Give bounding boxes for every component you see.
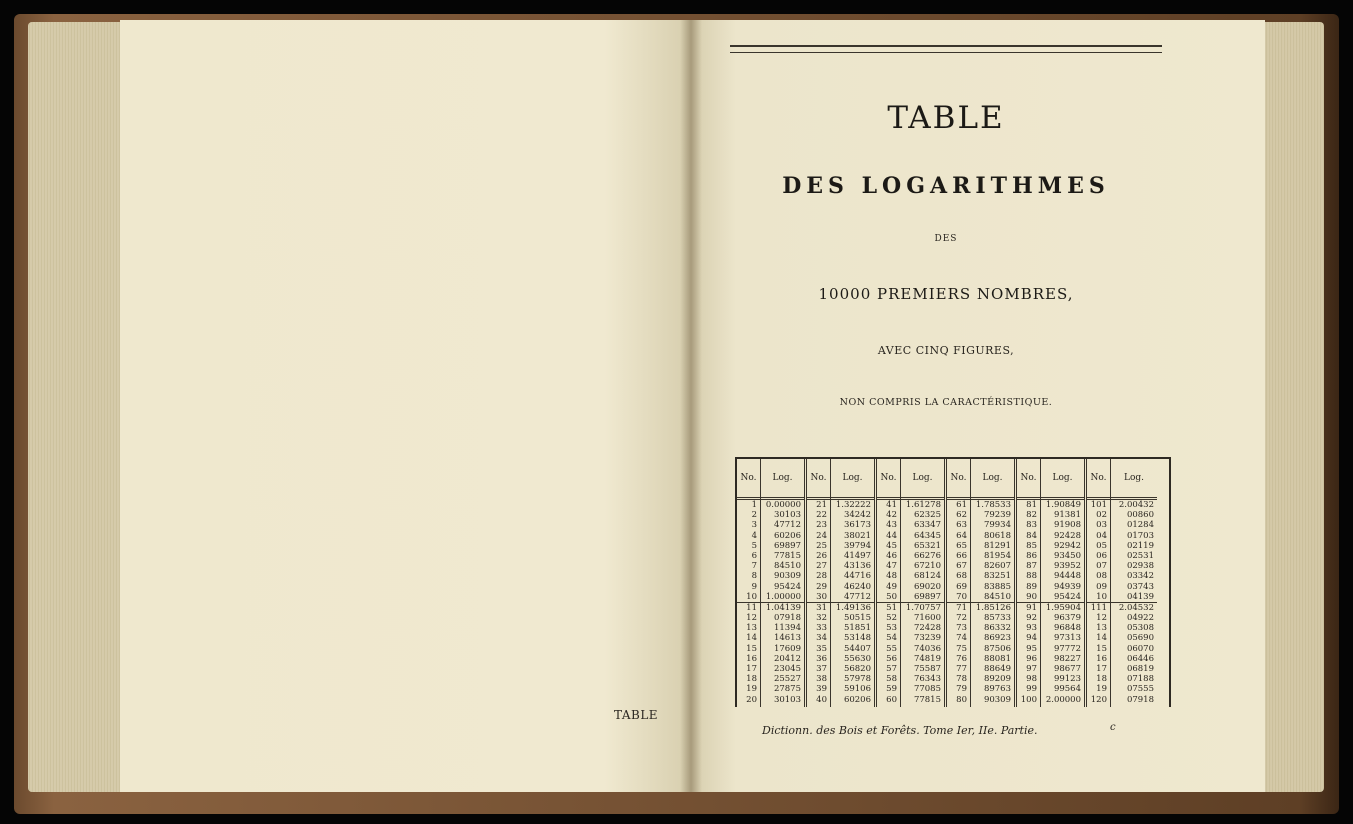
table-log-cell: 1.00000 bbox=[765, 591, 801, 602]
page-edges-left bbox=[28, 22, 123, 792]
number-header: No. bbox=[947, 459, 970, 500]
table-log-cell: 02938 bbox=[1126, 561, 1154, 572]
table-number-cell: 06 bbox=[1096, 550, 1107, 561]
table-log-cell: 96379 bbox=[1053, 613, 1081, 624]
table-log-cell: 98227 bbox=[1053, 653, 1081, 664]
table-log-cell: 02119 bbox=[1126, 540, 1154, 551]
table-number-cell: 13 bbox=[1096, 623, 1107, 634]
log-header: Log. bbox=[901, 459, 944, 500]
table-number-cell: 30 bbox=[816, 591, 827, 602]
table-log-cell: 39794 bbox=[843, 540, 871, 551]
table-number-cell: 38 bbox=[816, 674, 827, 685]
table-number-cell: 67 bbox=[956, 561, 967, 572]
table-number-cell: 80 bbox=[956, 694, 967, 705]
table-log-cell: 55630 bbox=[843, 653, 871, 664]
table-log-cell: 50515 bbox=[843, 613, 871, 624]
log-column bbox=[1111, 459, 1157, 707]
table-log-cell: 06070 bbox=[1126, 643, 1154, 654]
table-number-cell: 25 bbox=[816, 540, 827, 551]
table-log-cell: 56820 bbox=[843, 664, 871, 674]
table-number-cell: 47 bbox=[886, 561, 897, 572]
table-log-cell: 44716 bbox=[843, 571, 871, 582]
page-footer: Dictionn. des Bois et Forêts. Tome Ier, IIe. Partie. bbox=[762, 724, 1038, 737]
book-gutter bbox=[680, 20, 702, 792]
table-log-cell: 47712 bbox=[773, 520, 801, 531]
table-log-cell: 96848 bbox=[1053, 623, 1081, 634]
table-log-cell: 77815 bbox=[773, 550, 801, 561]
table-number-cell: 16 bbox=[746, 653, 757, 664]
table-number-cell: 45 bbox=[886, 540, 897, 551]
log-column bbox=[901, 459, 947, 707]
table-number-cell: 39 bbox=[816, 684, 827, 695]
table-log-cell: 65321 bbox=[913, 540, 941, 551]
table-number-cell: 28 bbox=[816, 571, 827, 582]
table-number-cell: 101 bbox=[1090, 500, 1107, 510]
number-column bbox=[807, 459, 831, 707]
table-number-cell: 74 bbox=[956, 633, 967, 644]
table-number-cell: 78 bbox=[956, 674, 967, 685]
table-number-cell: 69 bbox=[956, 581, 967, 592]
table-log-cell: 79239 bbox=[983, 510, 1011, 521]
table-log-cell: 97772 bbox=[1053, 643, 1081, 654]
table-number-cell: 07 bbox=[1096, 561, 1107, 572]
table-number-cell: 24 bbox=[816, 530, 827, 541]
table-log-cell: 27875 bbox=[773, 684, 801, 695]
number-header: No. bbox=[1087, 459, 1110, 500]
table-number-cell: 98 bbox=[1026, 674, 1037, 685]
table-log-cell: 82607 bbox=[983, 561, 1011, 572]
table-log-cell: 2.04532 bbox=[1111, 602, 1157, 613]
table-number-cell: 11 bbox=[737, 602, 760, 613]
catchword: TABLE bbox=[614, 708, 659, 722]
table-log-cell: 1.95904 bbox=[1041, 602, 1084, 613]
table-log-cell: 93450 bbox=[1053, 550, 1081, 561]
table-log-cell: 93952 bbox=[1053, 561, 1081, 572]
table-log-cell: 01703 bbox=[1126, 530, 1154, 541]
table-log-cell: 41497 bbox=[843, 550, 871, 561]
table-number-cell: 9 bbox=[751, 581, 757, 592]
table-number-cell: 68 bbox=[956, 571, 967, 582]
table-log-cell: 79934 bbox=[983, 520, 1011, 531]
title-des: DES bbox=[934, 234, 958, 244]
table-number-cell: 59 bbox=[886, 684, 897, 695]
table-number-cell: 19 bbox=[746, 684, 757, 695]
log-header: Log. bbox=[831, 459, 874, 500]
number-header: No. bbox=[737, 459, 760, 500]
table-log-cell: 86332 bbox=[983, 623, 1011, 634]
table-number-cell: 42 bbox=[886, 510, 897, 521]
table-number-cell: 99 bbox=[1026, 684, 1037, 695]
log-header: Log. bbox=[1041, 459, 1084, 500]
table-number-cell: 54 bbox=[886, 633, 897, 644]
table-number-cell: 79 bbox=[956, 684, 967, 695]
table-number-cell: 09 bbox=[1096, 581, 1107, 592]
table-number-cell: 73 bbox=[956, 623, 967, 634]
table-log-cell: 0.00000 bbox=[765, 500, 801, 510]
table-number-cell: 14 bbox=[1096, 633, 1107, 644]
number-column bbox=[737, 459, 761, 707]
table-number-cell: 05 bbox=[1096, 540, 1107, 551]
table-number-cell: 43 bbox=[886, 520, 897, 531]
table-number-cell: 15 bbox=[1096, 643, 1107, 654]
table-log-cell: 62325 bbox=[913, 510, 941, 521]
table-log-cell: 81954 bbox=[983, 550, 1011, 561]
number-header: No. bbox=[877, 459, 900, 500]
table-log-cell: 76343 bbox=[913, 674, 941, 685]
table-number-cell: 18 bbox=[1096, 674, 1107, 685]
table-number-cell: 76 bbox=[956, 653, 967, 664]
table-log-cell: 05690 bbox=[1126, 633, 1154, 644]
table-number-cell: 96 bbox=[1026, 653, 1037, 664]
number-header: No. bbox=[807, 459, 830, 500]
table-number-cell: 10 bbox=[1096, 591, 1107, 602]
table-log-cell: 92428 bbox=[1053, 530, 1081, 541]
table-log-cell: 1.85126 bbox=[971, 602, 1014, 613]
table-log-cell: 02531 bbox=[1126, 550, 1154, 561]
table-number-cell: 26 bbox=[816, 550, 827, 561]
table-number-cell: 84 bbox=[1026, 530, 1037, 541]
table-log-cell: 67210 bbox=[913, 561, 941, 572]
table-log-cell: 38021 bbox=[843, 530, 871, 541]
table-number-cell: 90 bbox=[1026, 591, 1037, 602]
table-number-cell: 23 bbox=[816, 520, 827, 531]
table-number-cell: 85 bbox=[1026, 540, 1037, 551]
table-number-cell: 16 bbox=[1096, 653, 1107, 664]
table-number-cell: 89 bbox=[1026, 581, 1037, 592]
log-header: Log. bbox=[761, 459, 804, 500]
table-number-cell: 03 bbox=[1096, 520, 1107, 531]
table-number-cell: 111 bbox=[1087, 602, 1110, 613]
table-log-cell: 30103 bbox=[773, 510, 801, 521]
table-number-cell: 04 bbox=[1096, 530, 1107, 541]
table-number-cell: 70 bbox=[956, 591, 967, 602]
table-log-cell: 64345 bbox=[913, 530, 941, 541]
table-number-cell: 120 bbox=[1090, 694, 1107, 705]
header-rule bbox=[730, 45, 1162, 53]
table-log-cell: 1.61278 bbox=[905, 500, 941, 510]
table-number-cell: 13 bbox=[746, 623, 757, 634]
table-log-cell: 63347 bbox=[913, 520, 941, 531]
table-log-cell: 25527 bbox=[773, 674, 801, 685]
table-log-cell: 89209 bbox=[983, 674, 1011, 685]
table-number-cell: 58 bbox=[886, 674, 897, 685]
number-header: No. bbox=[1017, 459, 1040, 500]
table-number-cell: 81 bbox=[1026, 500, 1037, 510]
table-log-cell: 46240 bbox=[843, 581, 871, 592]
table-log-cell: 43136 bbox=[843, 561, 871, 572]
number-column bbox=[877, 459, 901, 707]
table-number-cell: 1 bbox=[751, 500, 757, 510]
table-log-cell: 90309 bbox=[983, 694, 1011, 705]
table-log-cell: 74036 bbox=[913, 643, 941, 654]
table-number-cell: 12 bbox=[1096, 613, 1107, 624]
number-column bbox=[1017, 459, 1041, 707]
table-log-cell: 66276 bbox=[913, 550, 941, 561]
table-log-cell: 11394 bbox=[773, 623, 801, 634]
page-edges-right bbox=[1262, 22, 1324, 792]
table-log-cell: 80618 bbox=[983, 530, 1011, 541]
table-log-cell: 06446 bbox=[1126, 653, 1154, 664]
table-log-cell: 53148 bbox=[843, 633, 871, 644]
table-number-cell: 55 bbox=[886, 643, 897, 654]
table-number-cell: 93 bbox=[1026, 623, 1037, 634]
table-number-cell: 94 bbox=[1026, 633, 1037, 644]
table-log-cell: 23045 bbox=[773, 664, 801, 674]
page-subtitle: DES LOGARITHMES bbox=[782, 173, 1110, 199]
table-number-cell: 62 bbox=[956, 510, 967, 521]
table-number-cell: 82 bbox=[1026, 510, 1037, 521]
table-number-cell: 22 bbox=[816, 510, 827, 521]
table-log-cell: 99123 bbox=[1053, 674, 1081, 685]
table-log-cell: 84510 bbox=[983, 591, 1011, 602]
table-log-cell: 60206 bbox=[773, 530, 801, 541]
table-number-cell: 100 bbox=[1020, 694, 1037, 705]
table-log-cell: 34242 bbox=[843, 510, 871, 521]
table-log-cell: 73239 bbox=[913, 633, 941, 644]
table-log-cell: 83885 bbox=[983, 581, 1011, 592]
table-log-cell: 20412 bbox=[773, 653, 801, 664]
table-number-cell: 86 bbox=[1026, 550, 1037, 561]
table-number-cell: 32 bbox=[816, 613, 827, 624]
signature-mark: c bbox=[1110, 722, 1116, 733]
table-log-cell: 74819 bbox=[913, 653, 941, 664]
table-log-cell: 36173 bbox=[843, 520, 871, 531]
table-log-cell: 03743 bbox=[1126, 581, 1154, 592]
table-log-cell: 68124 bbox=[913, 571, 941, 582]
title-cinq-figures: AVEC CINQ FIGURES, bbox=[877, 344, 1015, 357]
table-number-cell: 92 bbox=[1026, 613, 1037, 624]
table-log-cell: 72428 bbox=[913, 623, 941, 634]
table-number-cell: 7 bbox=[751, 561, 757, 572]
table-log-cell: 2.00000 bbox=[1045, 694, 1081, 705]
table-number-cell: 37 bbox=[816, 664, 827, 674]
table-log-cell: 03342 bbox=[1126, 571, 1154, 582]
table-number-cell: 83 bbox=[1026, 520, 1037, 531]
table-log-cell: 30103 bbox=[773, 694, 801, 705]
table-number-cell: 6 bbox=[751, 550, 757, 561]
title-non-compris: NON COMPRIS LA CARACTÉRISTIQUE. bbox=[839, 397, 1053, 408]
log-column bbox=[1041, 459, 1087, 707]
table-log-cell: 54407 bbox=[843, 643, 871, 654]
table-log-cell: 07188 bbox=[1126, 674, 1154, 685]
table-number-cell: 8 bbox=[751, 571, 757, 582]
table-number-cell: 77 bbox=[956, 664, 967, 674]
number-column bbox=[947, 459, 971, 707]
table-number-cell: 36 bbox=[816, 653, 827, 664]
table-log-cell: 99564 bbox=[1053, 684, 1081, 695]
table-log-cell: 14613 bbox=[773, 633, 801, 644]
table-log-cell: 75587 bbox=[913, 664, 941, 674]
left-page bbox=[120, 20, 690, 792]
table-log-cell: 01284 bbox=[1126, 520, 1154, 531]
table-number-cell: 15 bbox=[746, 643, 757, 654]
log-column bbox=[971, 459, 1017, 707]
table-number-cell: 35 bbox=[816, 643, 827, 654]
table-log-cell: 87506 bbox=[983, 643, 1011, 654]
table-number-cell: 41 bbox=[886, 500, 897, 510]
table-log-cell: 69897 bbox=[773, 540, 801, 551]
table-number-cell: 71 bbox=[947, 602, 970, 613]
table-number-cell: 72 bbox=[956, 613, 967, 624]
table-log-cell: 1.90849 bbox=[1045, 500, 1081, 510]
table-number-cell: 60 bbox=[886, 694, 897, 705]
table-log-cell: 07918 bbox=[1126, 694, 1154, 705]
table-number-cell: 46 bbox=[886, 550, 897, 561]
table-number-cell: 51 bbox=[877, 602, 900, 613]
table-number-cell: 63 bbox=[956, 520, 967, 531]
table-number-cell: 44 bbox=[886, 530, 897, 541]
table-log-cell: 86923 bbox=[983, 633, 1011, 644]
table-log-cell: 69897 bbox=[913, 591, 941, 602]
table-log-cell: 94939 bbox=[1053, 581, 1081, 592]
table-number-cell: 17 bbox=[746, 664, 757, 674]
table-number-cell: 02 bbox=[1096, 510, 1107, 521]
table-number-cell: 29 bbox=[816, 581, 827, 592]
table-number-cell: 61 bbox=[956, 500, 967, 510]
table-number-cell: 19 bbox=[1096, 684, 1107, 695]
table-number-cell: 5 bbox=[751, 540, 757, 551]
table-number-cell: 64 bbox=[956, 530, 967, 541]
table-log-cell: 51851 bbox=[843, 623, 871, 634]
page-title: TABLE bbox=[887, 100, 1005, 136]
table-log-cell: 59106 bbox=[843, 684, 871, 695]
table-number-cell: 53 bbox=[886, 623, 897, 634]
table-log-cell: 84510 bbox=[773, 561, 801, 572]
table-log-cell: 07918 bbox=[773, 613, 801, 624]
table-log-cell: 98677 bbox=[1053, 664, 1081, 674]
table-number-cell: 4 bbox=[751, 530, 757, 541]
table-log-cell: 91908 bbox=[1053, 520, 1081, 531]
table-number-cell: 14 bbox=[746, 633, 757, 644]
table-log-cell: 97313 bbox=[1053, 633, 1081, 644]
table-log-cell: 04922 bbox=[1126, 613, 1154, 624]
table-number-cell: 50 bbox=[886, 591, 897, 602]
table-log-cell: 77085 bbox=[913, 684, 941, 695]
table-number-cell: 10 bbox=[746, 591, 757, 602]
table-log-cell: 91381 bbox=[1053, 510, 1081, 521]
table-number-cell: 17 bbox=[1096, 664, 1107, 674]
table-number-cell: 88 bbox=[1026, 571, 1037, 582]
table-number-cell: 27 bbox=[816, 561, 827, 572]
table-log-cell: 83251 bbox=[983, 571, 1011, 582]
log-column bbox=[761, 459, 807, 707]
table-log-cell: 05308 bbox=[1126, 623, 1154, 634]
table-log-cell: 1.49136 bbox=[831, 602, 874, 613]
table-log-cell: 47712 bbox=[843, 591, 871, 602]
table-number-cell: 3 bbox=[751, 520, 757, 531]
table-number-cell: 97 bbox=[1026, 664, 1037, 674]
table-number-cell: 12 bbox=[746, 613, 757, 624]
title-count: 10000 PREMIERS NOMBRES, bbox=[818, 285, 1074, 303]
table-number-cell: 20 bbox=[746, 694, 757, 705]
table-number-cell: 08 bbox=[1096, 571, 1107, 582]
log-header: Log. bbox=[1111, 459, 1157, 500]
table-number-cell: 91 bbox=[1017, 602, 1040, 613]
table-number-cell: 56 bbox=[886, 653, 897, 664]
log-column bbox=[831, 459, 877, 707]
table-log-cell: 00860 bbox=[1126, 510, 1154, 521]
table-number-cell: 65 bbox=[956, 540, 967, 551]
table-number-cell: 18 bbox=[746, 674, 757, 685]
table-log-cell: 88649 bbox=[983, 664, 1011, 674]
table-log-cell: 1.70757 bbox=[901, 602, 944, 613]
table-number-cell: 57 bbox=[886, 664, 897, 674]
table-log-cell: 95424 bbox=[1053, 591, 1081, 602]
table-number-cell: 2 bbox=[751, 510, 757, 521]
logarithm-table bbox=[735, 457, 1171, 707]
table-number-cell: 95 bbox=[1026, 643, 1037, 654]
table-log-cell: 90309 bbox=[773, 571, 801, 582]
table-number-cell: 31 bbox=[807, 602, 830, 613]
table-log-cell: 1.78533 bbox=[975, 500, 1011, 510]
table-log-cell: 71600 bbox=[913, 613, 941, 624]
table-number-cell: 66 bbox=[956, 550, 967, 561]
table-number-cell: 75 bbox=[956, 643, 967, 654]
table-log-cell: 77815 bbox=[913, 694, 941, 705]
table-log-cell: 60206 bbox=[843, 694, 871, 705]
table-number-cell: 34 bbox=[816, 633, 827, 644]
table-log-cell: 57978 bbox=[843, 674, 871, 685]
table-number-cell: 33 bbox=[816, 623, 827, 634]
table-log-cell: 69020 bbox=[913, 581, 941, 592]
number-column bbox=[1087, 459, 1111, 707]
table-log-cell: 07555 bbox=[1126, 684, 1154, 695]
table-log-cell: 1.32222 bbox=[835, 500, 871, 510]
table-log-cell: 94448 bbox=[1053, 571, 1081, 582]
table-log-cell: 06819 bbox=[1126, 664, 1154, 674]
table-log-cell: 17609 bbox=[773, 643, 801, 654]
log-header: Log. bbox=[971, 459, 1014, 500]
table-number-cell: 48 bbox=[886, 571, 897, 582]
table-number-cell: 40 bbox=[816, 694, 827, 705]
table-log-cell: 1.04139 bbox=[761, 602, 804, 613]
table-log-cell: 95424 bbox=[773, 581, 801, 592]
table-log-cell: 92942 bbox=[1053, 540, 1081, 551]
table-log-cell: 2.00432 bbox=[1118, 500, 1154, 510]
table-log-cell: 89763 bbox=[983, 684, 1011, 695]
table-number-cell: 49 bbox=[886, 581, 897, 592]
table-log-cell: 81291 bbox=[983, 540, 1011, 551]
table-log-cell: 88081 bbox=[983, 653, 1011, 664]
table-number-cell: 52 bbox=[886, 613, 897, 624]
table-log-cell: 04139 bbox=[1126, 591, 1154, 602]
table-log-cell: 85733 bbox=[983, 613, 1011, 624]
table-number-cell: 21 bbox=[816, 500, 827, 510]
table-number-cell: 87 bbox=[1026, 561, 1037, 572]
